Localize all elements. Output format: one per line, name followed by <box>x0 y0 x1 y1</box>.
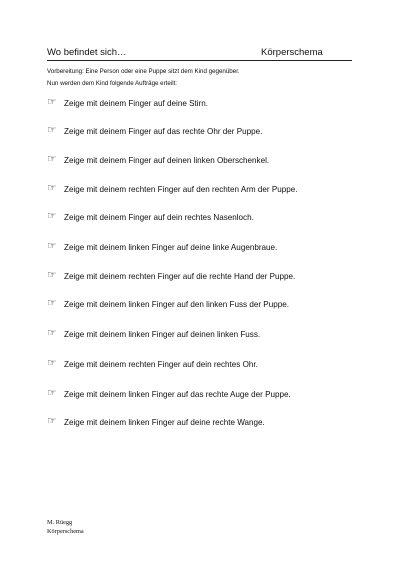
task-item <box>47 240 357 256</box>
intro-preparation: Vorbereitung: Eine Person oder eine Puppe sitzt dem Kind gegenüber. <box>47 68 240 75</box>
footer-title: Körperschema <box>47 527 84 535</box>
task-item <box>47 210 357 226</box>
task-text: Zeige mit deinem Finger auf deine Stirn. <box>64 99 208 108</box>
task-text: Zeige mit deinem linken Finger auf den linken Fuss der Puppe. <box>64 300 289 309</box>
task-item <box>47 327 357 343</box>
task-text: Zeige mit deinem linken Finger auf deine rechte Wange. <box>64 418 265 427</box>
task-item <box>47 269 329 285</box>
pointing-hand-icon: ☞ <box>47 269 57 281</box>
page-footer <box>47 519 84 536</box>
task-item <box>47 415 357 431</box>
task-item <box>47 357 357 373</box>
task-text: Zeige mit deinem linken Finger auf deine linke Augenbraue. <box>64 243 278 252</box>
header-title: Wo befindet sich… <box>47 47 127 58</box>
task-text: Zeige mit deinem linken Finger auf deinen linken Fuss. <box>64 330 261 339</box>
task-text: Zeige mit deinem rechten Finger auf den rechten Arm der Puppe. <box>64 185 298 194</box>
pointing-hand-icon: ☞ <box>47 124 57 136</box>
pointing-hand-icon: ☞ <box>47 327 57 339</box>
task-item <box>47 153 357 169</box>
pointing-hand-icon: ☞ <box>47 182 57 194</box>
footer-author: M. Rüegg <box>47 519 73 526</box>
pointing-hand-icon: ☞ <box>47 387 57 399</box>
task-text: Zeige mit deinem Finger auf deinen linken Oberschenkel. <box>64 156 270 165</box>
intro-instruction: Nun werden dem Kind folgende Aufträge erteilt: <box>47 80 178 87</box>
task-text: Zeige mit deinem linken Finger auf das rechte Auge der Puppe. <box>64 390 291 399</box>
task-item <box>47 387 329 403</box>
pointing-hand-icon: ☞ <box>47 210 57 222</box>
pointing-hand-icon: ☞ <box>47 96 57 108</box>
task-item <box>47 124 357 140</box>
pointing-hand-icon: ☞ <box>47 153 57 165</box>
task-item <box>47 96 357 112</box>
task-item <box>47 182 329 198</box>
pointing-hand-icon: ☞ <box>47 297 57 309</box>
page-header <box>47 46 352 61</box>
pointing-hand-icon: ☞ <box>47 415 57 427</box>
task-text: Zeige mit deinem rechten Finger auf dein rechtes Ohr. <box>64 360 258 369</box>
header-topic: Körperschema <box>261 47 323 58</box>
task-text: Zeige mit deinem Finger auf dein rechtes Nasenloch. <box>64 213 254 222</box>
task-text: Zeige mit deinem rechten Finger auf die rechte Hand der Puppe. <box>64 272 296 281</box>
task-item <box>47 297 357 313</box>
pointing-hand-icon: ☞ <box>47 357 57 369</box>
task-text: Zeige mit deinem Finger auf das rechte Ohr der Puppe. <box>64 127 263 136</box>
pointing-hand-icon: ☞ <box>47 240 57 252</box>
task-list <box>47 96 357 431</box>
